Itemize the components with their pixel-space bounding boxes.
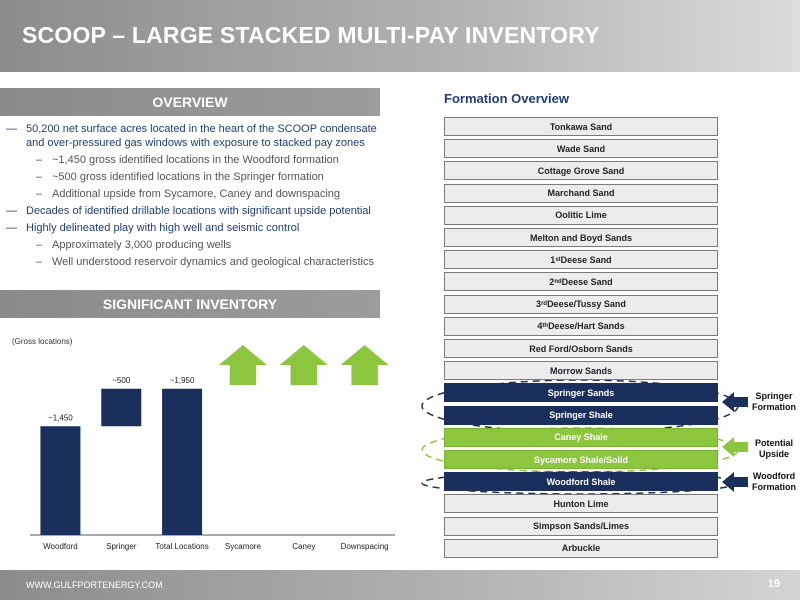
- formation-layer: Oolitic Lime: [444, 206, 718, 225]
- label-line: Formation: [752, 482, 796, 492]
- page-number: 19: [767, 578, 780, 590]
- x-tick-label: Downspacing: [340, 542, 389, 551]
- formation-layer: Cottage Grove Sand: [444, 161, 718, 180]
- bullet-text: 50,200 net surface acres located in the heart of the SCOOP condensate and over-pressured gas windows with exposure to stacked pay zones: [26, 123, 377, 149]
- dash-icon: –: [36, 188, 43, 200]
- label-line: Springer: [755, 391, 793, 401]
- bullet-text: Decades of identified drillable locations with significant upside potential: [26, 205, 371, 217]
- sub-bullet-text: ~500 gross identified locations in the Springer formation: [52, 171, 324, 183]
- dash-icon: —: [6, 205, 17, 217]
- x-tick-label: Springer: [106, 542, 137, 551]
- formation-layer: Hunton Lime: [444, 494, 718, 513]
- formation-layer: Simpson Sands/Limes: [444, 517, 718, 536]
- formation-layer: 1 st Deese Sand: [444, 250, 718, 269]
- formation-layer: Springer Shale: [444, 406, 718, 425]
- dash-icon: –: [36, 154, 43, 166]
- dash-icon: –: [36, 171, 43, 183]
- page-title: SCOOP – LARGE STACKED MULTI-PAY INVENTORY: [22, 22, 600, 48]
- springer-arrow-icon: [722, 392, 748, 412]
- data-label: ~1,950: [169, 375, 195, 385]
- dash-icon: –: [36, 256, 43, 268]
- label-line: Woodford: [752, 471, 796, 481]
- sub-bullet-text: Well understood reservoir dynamics and geological characteristics: [52, 256, 375, 268]
- x-tick-label: Woodford: [43, 542, 78, 551]
- sub-bullet-text: Additional upside from Sycamore, Caney and downspacing: [52, 188, 340, 200]
- label-line: Upside: [758, 449, 789, 459]
- label-line: Potential: [754, 438, 793, 448]
- label-line: Formation: [752, 402, 796, 412]
- formation-layer: 2 nd Deese Sand: [444, 272, 718, 291]
- formation-layer: Woodford Shale: [444, 472, 718, 491]
- y-axis-label: (Gross locations): [12, 337, 73, 346]
- formation-layer: Morrow Sands: [444, 361, 718, 380]
- data-label: ~1,450: [48, 413, 73, 423]
- dash-icon: –: [36, 239, 43, 251]
- formation-layer: Wade Sand: [444, 139, 718, 158]
- formation-layer: Arbuckle: [444, 539, 718, 558]
- dash-icon: —: [6, 123, 17, 135]
- sub-bullet-text: Approximately 3,000 producing wells: [52, 239, 232, 251]
- formation-layer: Springer Sands: [444, 383, 718, 402]
- formation-layer: Marchand Sand: [444, 184, 718, 203]
- x-tick-label: Caney: [292, 542, 316, 551]
- data-label: ~500: [112, 375, 131, 385]
- formation-layer: Melton and Boyd Sands: [444, 228, 718, 247]
- springer-formation-label: [748, 391, 800, 413]
- x-tick-label: Sycamore: [224, 542, 261, 551]
- formation-layer: Caney Shale: [444, 428, 718, 447]
- formation-layer: Sycamore Shale/Solid: [444, 450, 718, 469]
- formation-title: Formation Overview: [444, 91, 569, 106]
- potential-upside-label: [748, 438, 800, 460]
- woodford-formation-label: [748, 471, 800, 493]
- footer-url: WWW.GULFPORTENERGY.COM: [26, 580, 163, 590]
- x-tick-label: Total Locations: [155, 542, 209, 551]
- dash-icon: —: [6, 222, 17, 234]
- inventory-header: SIGNIFICANT INVENTORY: [0, 290, 380, 318]
- formation-layer: 4 th Deese/Hart Sands: [444, 317, 718, 336]
- bullet-text: Highly delineated play with high well and seismic control: [26, 222, 300, 234]
- formation-layer: 3 rd Deese/Tussy Sand: [444, 295, 718, 314]
- sub-bullet-text: ~1,450 gross identified locations in the Woodford formation: [52, 154, 339, 166]
- formation-layer: Red Ford/Osborn Sands: [444, 339, 718, 358]
- footer: [0, 570, 800, 600]
- woodford-arrow-icon: [722, 472, 748, 492]
- formation-layer: Tonkawa Sand: [444, 117, 718, 136]
- overview-header: OVERVIEW: [0, 88, 380, 116]
